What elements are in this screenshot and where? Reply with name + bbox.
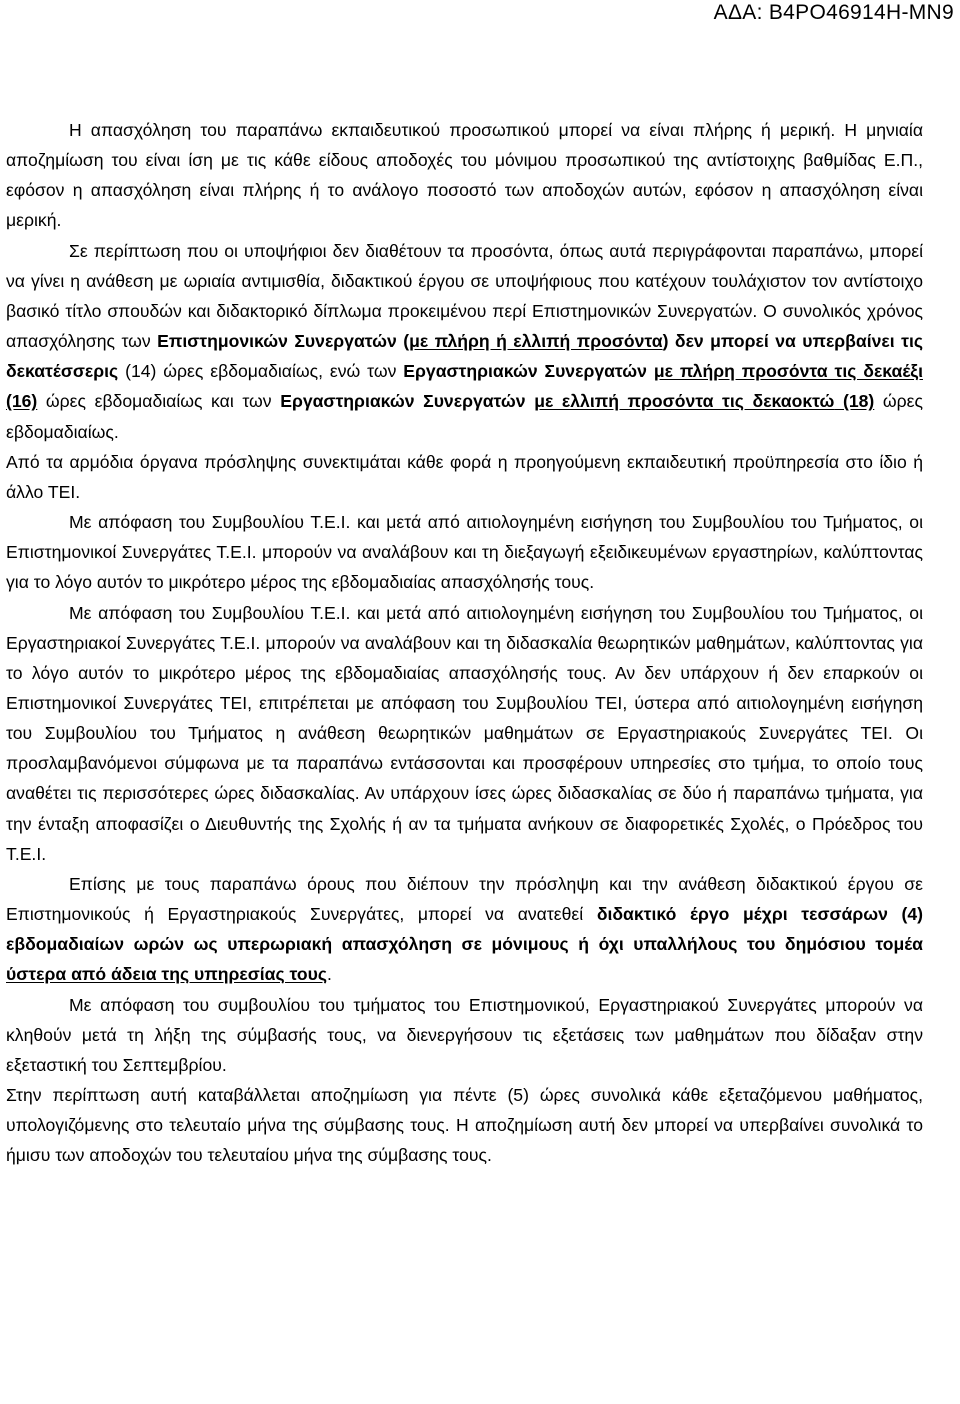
text-segment: Σε περίπτωση που οι υποψήφιοι δεν διαθέτουν τα προσόντα, όπως αυτά περιγράφονται παραπάνω, μπορεί να γίνει η ανάθεση με ωριαία αντιμισθία, διδακτικού έργου σε υποψήφιους που κατέχουν τουλάχιστον τον αντίστοιχο βασικό τίτλο σπουδών και διδακτορικό δίπλωμα προκειμένου περί Επιστημονικών Συνεργατών. Ο συνολικός χρόνος απασχόλησης των bbox=[6, 240, 923, 352]
text-segment: Επίσης με τους παραπάνω όρους που διέπουν την πρόσληψη και την ανάθεση διδακτικού έργου σε Επιστημονικούς ή Εργαστηριακούς Συνεργάτες, μπορεί να ανατεθεί bbox=[6, 873, 923, 925]
text-bold-underline: με πλήρη προσόντα τις δεκαέξι bbox=[653, 361, 923, 382]
text-bold: Εργαστηριακών Συνεργατών bbox=[280, 391, 526, 412]
text-bold-underline: με πλήρη ή ελλιπή προσόντα bbox=[409, 331, 663, 352]
text-bold-underline: με ελλιπή προσόντα τις δεκαοκτώ bbox=[534, 391, 835, 412]
paragraph-hourly-assignment bbox=[6, 236, 923, 447]
text-bold: Εργαστηριακών Συνεργατών bbox=[403, 361, 647, 382]
paragraph-prior-service: Από τα αρμόδια όργανα πρόσληψης συνεκτιμάται κάθε φορά η προηγούμενη εκπαιδευτική προϋπηρεσία στο ίδιο ή άλλο ΤΕΙ. bbox=[6, 451, 923, 502]
paragraph-compensation: Στην περίπτωση αυτή καταβάλλεται αποζημίωση για πέντε (5) ώρες συνολικά κάθε εξεταζόμενου μαθήματος, υπολογιζόμενης στο τελευταίο μήνα της σύμβασης τους. Η αποζημίωση αυτή δεν μπορεί να υπερβαίνει συνολικά το ήμισυ των αποδοχών του τελευταίου μήνα της σύμβασης τους. bbox=[6, 1085, 923, 1166]
text-bold-underline: ύστερα από άδεια της υπηρεσίας τους bbox=[6, 964, 328, 985]
text-bold: Επιστημονικών Συνεργατών bbox=[157, 331, 397, 352]
paragraph-overtime bbox=[6, 869, 923, 990]
paragraph-september-exams: Με απόφαση του συμβουλίου του τμήματος του Επιστημονικού, Εργαστηριακού Συνεργάτες μπορούν να κληθούν μετά τη λήξη της σύμβασής τους, να διενεργήσουν τις εξετάσεις των μαθημάτων που δίδαξαν στην εξεταστική του Σεπτεμβρίου. bbox=[6, 994, 923, 1075]
text-bold: διδακτικό έργο μέχρι τεσσάρων (4) εβδομαδιαίων ωρών ως υπερωριακή απασχόληση σε μόνιμους ή όχι υπαλλήλους του δημόσιου τομέα bbox=[6, 904, 923, 955]
text-segment bbox=[647, 361, 654, 381]
text-bold: ) δεν μπορεί να υπερβαίνει τις bbox=[662, 331, 923, 352]
text-bold-underline: (16) bbox=[6, 391, 38, 412]
paragraph-employment-type: Η απασχόληση του παραπάνω εκπαιδευτικού προσωπικού μπορεί να είναι πλήρης ή μερική. Η μηνιαία αποζημίωση του είναι ίση με τις κάθε είδους αποδοχές του μόνιμου προσωπικού της αντίστοιχης βαθμίδας Ε.Π., εφόσον η απασχόληση είναι πλήρης ή το ανάλογο ποσοστό των αποδοχών αυτών, εφόσον η απασχόληση είναι μερική. bbox=[6, 120, 923, 231]
text-bold: ( bbox=[396, 331, 410, 352]
paragraph-scientific-labs: Με απόφαση του Συμβουλίου Τ.Ε.Ι. και μετά από αιτιολογημένη εισήγηση του Συμβουλίου του Τμήματος, οι Επιστημονικοί Συνεργάτες Τ.Ε.Ι. μπορούν να αναλάβουν και τη διεξαγωγή εξειδικευμένων εργαστηρίων, καλύπτοντας για το λόγο αυτόν το μικρότερο μέρος της εβδομαδιαίας απασχόλησής τους. bbox=[6, 512, 923, 593]
ada-code: ΑΔΑ: Β4ΡΟ46914Η-ΜΝ9 bbox=[713, 1, 954, 24]
text-segment: (14) ώρες εβδομαδιαίως, ενώ των bbox=[118, 361, 404, 382]
text-segment: ώρες εβδομαδιαίως. bbox=[6, 391, 923, 442]
text-bold-underline: (18) bbox=[834, 391, 875, 412]
text-segment bbox=[526, 391, 535, 411]
text-segment: . bbox=[327, 964, 332, 985]
document-body bbox=[6, 115, 923, 1170]
text-bold: δεκατέσσερις bbox=[6, 361, 119, 382]
paragraph-lab-theory: Με απόφαση του Συμβουλίου Τ.Ε.Ι. και μετά από αιτιολογημένη εισήγηση του Συμβουλίου του Τμήματος, οι Εργαστηριακοί Συνεργάτες Τ.Ε.Ι. μπορούν να αναλάβουν και τη διδασκαλία θεωρητικών μαθημάτων, καλύπτοντας για το λόγο αυτόν το μικρότερο μέρος της εβδομαδιαίας απασχόλησής τους. Αν δεν υπάρχουν ή δεν επαρκούν οι Επιστημονικοί Συνεργάτες ΤΕΙ, επιτρέπεται με απόφαση του Συμβουλίου ΤΕΙ, ύστερα από αιτιολογημένη εισήγηση του Συμβουλίου του Τμήματος η ανάθεση θεωρητικών μαθημάτων σε Εργαστηριακούς Συνεργάτες ΤΕΙ. Οι προσλαμβανόμενοι σύμφωνα με τα παραπάνω εντάσσονται και προσφέρουν υπηρεσίες στο τμήμα, το οποίο τους αναθέτει τις περισσότερες ώρες διδασκαλίας. Αν υπάρχουν ίσες ώρες διδασκαλίας σε δύο ή παραπάνω τμήματα, για την ένταξη αποφασίζει ο Διευθυντής της Σχολής ή αν τα τμήματα ανήκουν σε διαφορετικές Σχολές, ο Πρόεδρος του Τ.Ε.Ι. bbox=[6, 602, 923, 864]
text-segment: ώρες εβδομαδιαίως και των bbox=[37, 391, 281, 412]
